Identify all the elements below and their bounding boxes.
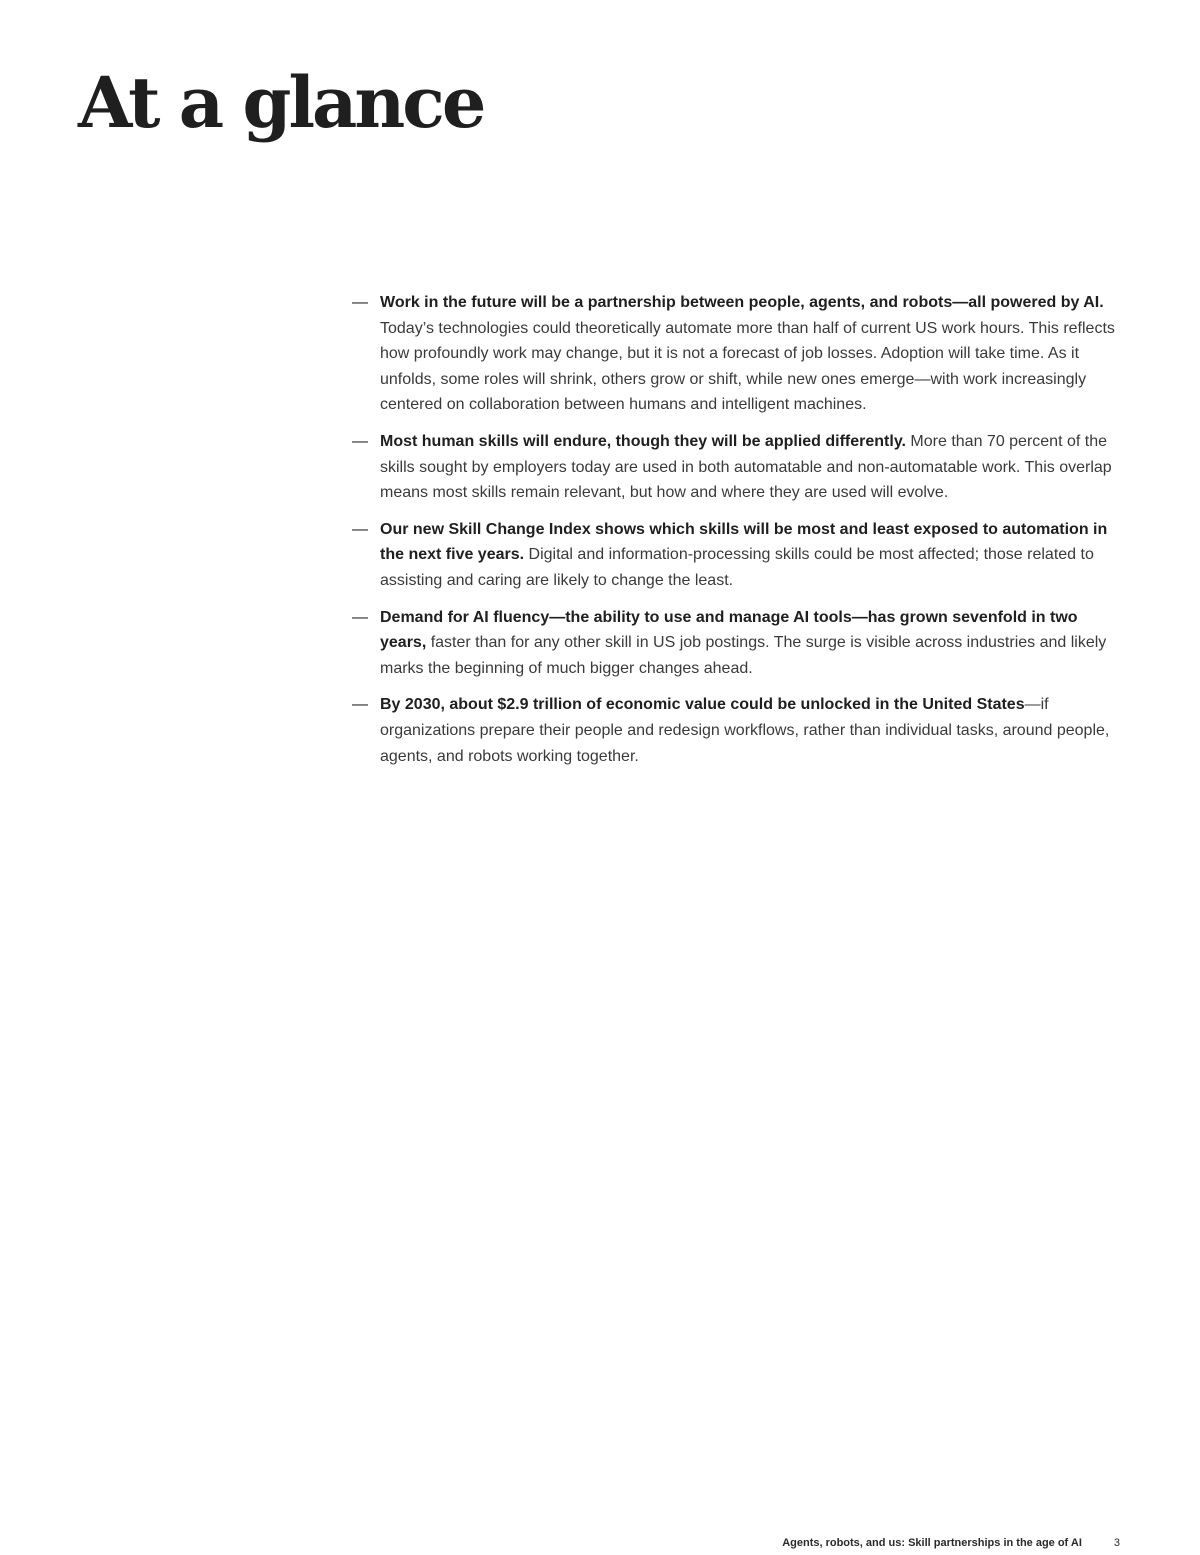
em-dash-marker: — (352, 520, 368, 538)
key-point-lead: Demand for AI fluency—the ability to use and manage AI tools—has grown sevenfold in two years, (380, 608, 1078, 652)
key-point-skills-endure (352, 429, 1127, 506)
key-point-lead: By 2030, about $2.9 trillion of economic value could be unlocked in the United States (380, 696, 1025, 714)
key-point-body: Today’s technologies could theoretically automate more than half of current US work hours. This reflects how profoundly work may change, but it is not a forecast of job losses. Adoption will take time. As it unfolds, some roles will shrink, others grow or shift, while new ones emerge—with work increasingly centered on collaboration between humans and intelligent machines. (380, 319, 1115, 414)
key-point-economic-value (352, 692, 1127, 769)
key-point-lead: Our new Skill Change Index shows which skills will be most and least exposed to automation in the next five years. (380, 520, 1108, 564)
key-points-list (352, 290, 1127, 780)
key-point-body: faster than for any other skill in US job postings. The surge is visible across industries and likely marks the beginning of much bigger changes ahead. (380, 634, 1107, 677)
page-number: 3 (1113, 1537, 1120, 1549)
key-point-body: —if organizations prepare their people and redesign workflows, rather than individual tasks, around people, agents, and robots working together. (380, 696, 1110, 765)
em-dash-marker: — (352, 432, 368, 450)
em-dash-marker: — (352, 294, 368, 311)
footer-report-title: Agents, robots, and us: Skill partnerships in the age of AI (782, 1537, 1082, 1549)
key-point-lead: Work in the future will be a partnership between people, agents, and robots—all powered by AI. (380, 294, 1104, 311)
key-point-automation (352, 290, 1127, 418)
em-dash-marker: — (352, 608, 368, 626)
key-point-ai-fluency (352, 605, 1127, 682)
key-point-lead: Most human skills will endure, though they will be applied differently. (380, 432, 906, 450)
key-point-body: More than 70 percent of the skills sought by employers today are used in both automatable and non-automatable work. This overlap means most skills remain relevant, but how and where they are used will evolve. (380, 432, 1112, 502)
em-dash-marker: — (352, 696, 368, 714)
page-footer (782, 1537, 1120, 1549)
page-title: At a glance (78, 61, 484, 144)
key-point-body: Digital and information-processing skills could be most affected; those related to assisting and caring are likely to change the least. (380, 546, 1094, 589)
key-point-skill-change-index (352, 517, 1127, 594)
